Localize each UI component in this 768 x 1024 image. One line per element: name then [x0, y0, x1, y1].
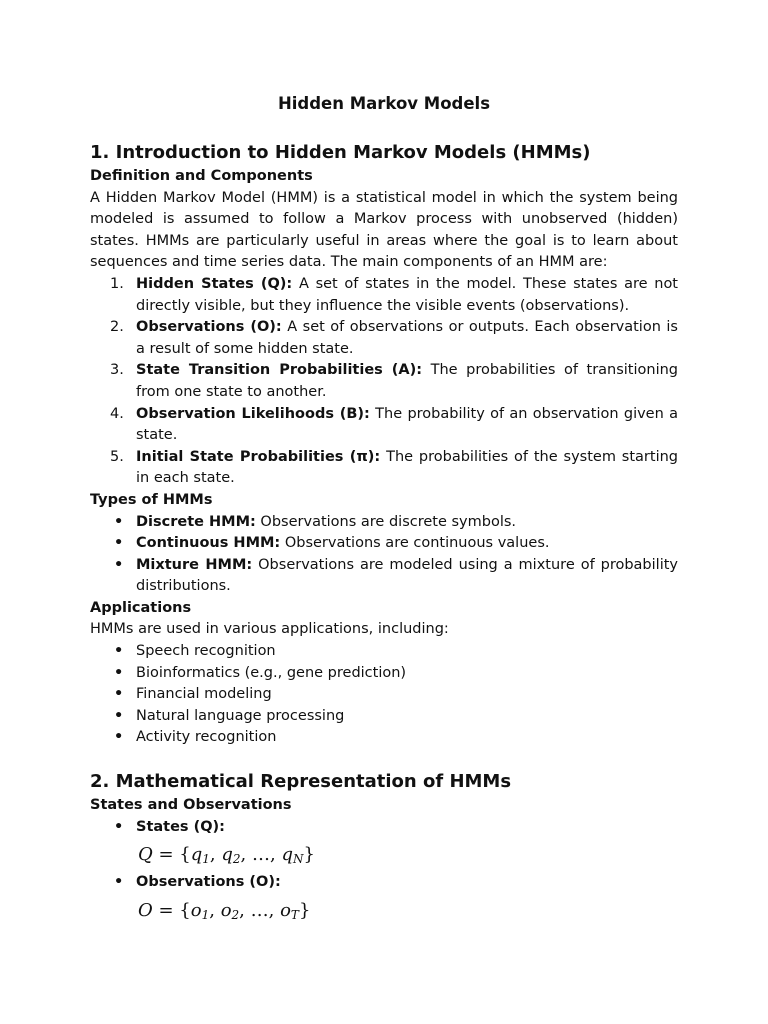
section-2-heading: 2. Mathematical Representation of HMMs [90, 771, 512, 793]
formula-symbol: O [138, 899, 153, 921]
document-title: Hidden Markov Models [277, 94, 491, 113]
component-item [90, 317, 678, 360]
formula-subscript: N [292, 852, 304, 867]
bullet-icon: • [114, 729, 124, 746]
definition-paragraph: A Hidden Markov Model (HMM) is a statistical model in which the system being modeled is assumed to follow a Markov process with unobserved (hidden) states. HMMs are particularly useful in areas where the goal is to learn about sequences and time series data. The main components of an HMM are: [90, 189, 678, 271]
bullet-icon: • [114, 556, 124, 573]
formula-symbol: q [281, 844, 293, 866]
component-text: The probability of an observation given a state. [136, 405, 678, 444]
component-text: A set of states in the model. These states are not directly visible, but they influence the visible events (observations). [136, 275, 678, 314]
bullet-icon: • [114, 643, 124, 660]
formula-ellipsis: … [250, 899, 269, 921]
application-item [90, 706, 678, 728]
formula-operator: = { [152, 844, 191, 866]
bullet-icon: • [114, 874, 124, 891]
application-text: Natural language processing [136, 707, 345, 724]
application-item [90, 727, 678, 749]
component-term: Observation Likelihoods (B): [136, 405, 370, 422]
bullet-icon: • [114, 818, 124, 835]
list-number: 1. [110, 275, 124, 292]
states-formula: $Q = \{q_1$, $q_2$, …, $q_N$} [138, 844, 315, 867]
formula-subscript: 2 [231, 907, 240, 922]
formula-ellipsis: … [252, 844, 270, 866]
formula-brace: } [298, 899, 311, 921]
application-text: Activity recognition [136, 729, 277, 746]
document-page [90, 92, 678, 928]
applications-list [90, 641, 678, 749]
application-item [90, 663, 678, 685]
component-text: A set of observations or outputs. Each observation is a result of some hidden state. [136, 319, 678, 357]
type-item [90, 512, 678, 534]
types-heading: Types of HMMs [90, 491, 213, 508]
applications-heading: Applications [90, 599, 192, 616]
applications-intro: HMMs are used in various applications, including: [90, 621, 449, 638]
list-number: 2. [110, 319, 124, 336]
bullet-icon: • [114, 513, 124, 530]
definition-heading: Definition and Components [90, 168, 313, 184]
component-item [90, 404, 678, 447]
type-text: Observations are discrete symbols. [255, 513, 517, 530]
type-term: Continuous HMM: [136, 535, 281, 552]
list-number: 3. [110, 362, 124, 379]
component-item [90, 274, 678, 317]
type-term: Discrete HMM: [136, 513, 256, 530]
component-text: The probabilities of the system starting in each state. [136, 448, 678, 487]
type-term: Mixture HMM: [136, 556, 253, 573]
application-item [90, 641, 678, 663]
component-item [90, 447, 678, 490]
states-item [90, 817, 678, 839]
formula-symbol: q [221, 844, 233, 866]
types-list [90, 512, 678, 598]
formula-symbol: o [190, 899, 202, 921]
formula-brace: } [303, 844, 315, 866]
bullet-icon: • [114, 664, 124, 681]
application-item [90, 684, 678, 706]
bullet-icon: • [114, 535, 124, 552]
observations-item [90, 872, 678, 894]
component-item [90, 360, 678, 403]
bullet-icon: • [114, 707, 124, 724]
type-item [90, 533, 678, 555]
observations-label: Observations (O): [136, 874, 281, 891]
application-text: Financial modeling [136, 686, 272, 703]
type-item [90, 555, 678, 598]
formula-symbol: q [190, 844, 203, 866]
component-text: The probabilities of transitioning from one state to another. [136, 362, 679, 400]
formula-subscript: T [290, 907, 299, 922]
type-text: Observations are modeled using a mixture of probability distributions. [136, 556, 678, 595]
formula-symbol: Q [138, 844, 153, 866]
formula-subscript: 2 [232, 852, 241, 867]
application-text: Speech recognition [136, 643, 276, 660]
component-term: State Transition Probabilities (A): [136, 362, 423, 379]
application-text: Bioinformatics (e.g., gene prediction) [136, 664, 407, 681]
formula-symbol: o [280, 899, 291, 921]
bullet-icon: • [114, 686, 124, 703]
math-list [90, 817, 678, 839]
formula-subscript: 1 [202, 852, 210, 867]
states-observations-heading: States and Observations [90, 797, 292, 814]
formula-operator: = { [152, 899, 191, 921]
formula-symbol: o [220, 899, 232, 921]
component-term: Observations (O): [136, 319, 282, 336]
observations-formula: $O = \{o_1$, $o_2$, …, $o_T$} [138, 899, 311, 922]
component-term: Initial State Probabilities (π): [136, 448, 381, 465]
list-number: 4. [110, 405, 124, 422]
component-term: Hidden States (Q): [136, 275, 293, 292]
type-text: Observations are continuous values. [280, 535, 550, 552]
states-label: States (Q): [136, 818, 225, 835]
formula-subscript: 1 [201, 907, 210, 922]
section-1-heading: 1. Introduction to Hidden Markov Models (HMMs) [90, 142, 591, 163]
list-number: 5. [110, 448, 124, 465]
math-list [90, 872, 678, 894]
components-list [90, 274, 678, 490]
